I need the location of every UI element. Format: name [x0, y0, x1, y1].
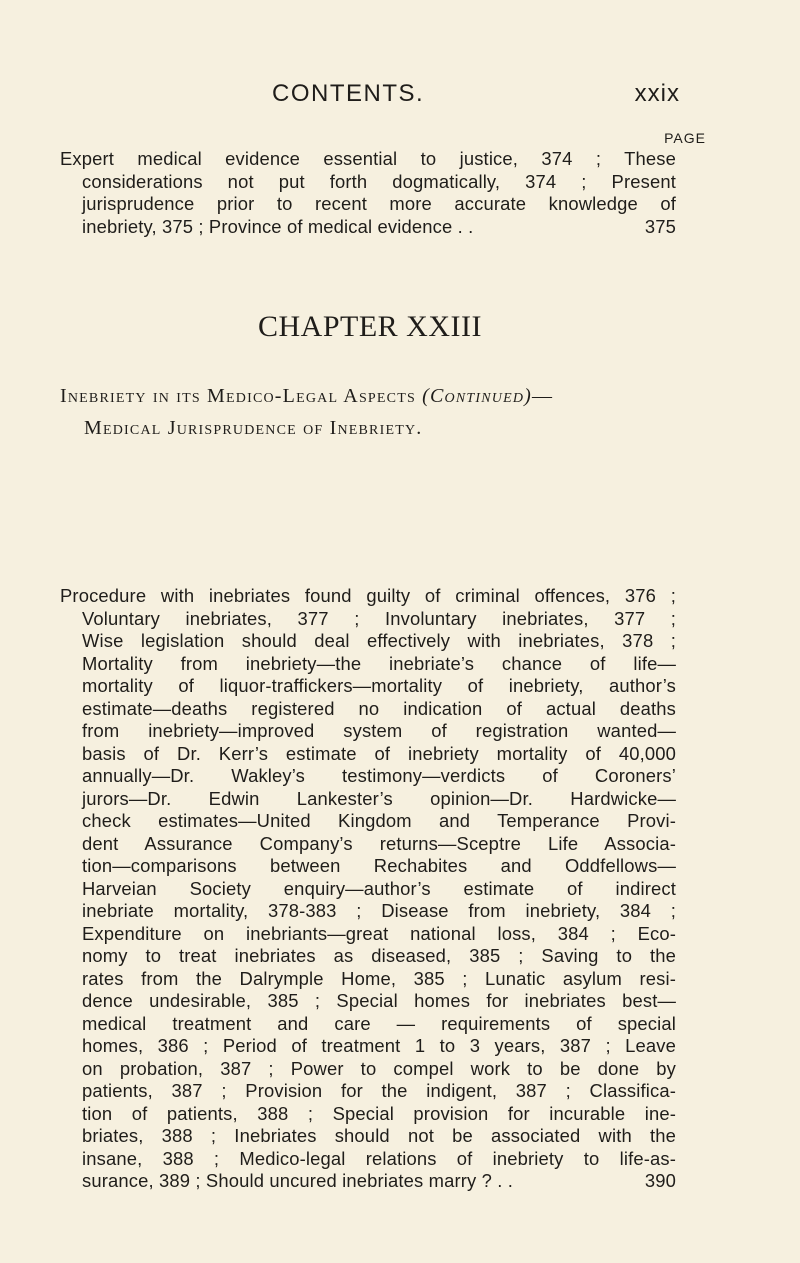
entry-1-line-3: jurisprudence prior to recent more accurate knowledge of: [82, 193, 676, 214]
entry-2-line-22: on probation, 387 ; Power to compel work to be done by: [82, 1057, 676, 1079]
entry-2-line-10: jurors—Dr. Edwin Lankester’s opinion—Dr. Hardwicke—: [82, 787, 676, 809]
entry-2-line-3: Wise legislation should deal effectively with inebriates, 378 ;: [82, 630, 676, 651]
entry-2-line-11: check estimates—United Kingdom and Temperance Provi-: [82, 810, 676, 831]
entry-2-line-13: tion—comparisons between Rechabites and Oddfellows—: [82, 855, 676, 876]
entry-2-line-18: rates from the Dalrymple Home, 385 ; Lunatic asylum resi-: [82, 967, 676, 989]
entry-2-line-1: Procedure with inebriates found guilty of criminal offences, 376 ;: [60, 585, 676, 606]
entry-2-line-9: annually—Dr. Wakley’s testimony—verdicts of Coroners’: [82, 765, 676, 786]
entry-2-last-line: [60, 1170, 676, 1193]
chapter-title-line-1: [60, 380, 700, 412]
running-head: [60, 80, 680, 114]
chapter-title-prefix: Inebriety in its Medico-Legal Aspects: [60, 385, 423, 407]
entry-2-line-7: from inebriety—improved system of registration wanted—: [82, 720, 676, 741]
entry-2-line-6: estimate—deaths registered no indication of actual deaths: [82, 697, 676, 719]
running-page-number: xxix: [634, 80, 680, 107]
entry-2-line-15: inebriate mortality, 378-383 ; Disease from inebriety, 384 ;: [82, 900, 676, 921]
entry-1-line-2: considerations not put forth dogmatically, 374 ; Present: [82, 170, 676, 192]
entry-2-line-16: Expenditure on inebriants—great national loss, 384 ; Eco-: [82, 922, 676, 944]
entry-2-line-25: briates, 388 ; Inebriates should not be associated with the: [82, 1125, 676, 1146]
entry-2-line-24: tion of patients, 388 ; Special provision for incurable ine-: [82, 1102, 676, 1124]
entry-2-line-12: dent Assurance Company’s returns—Sceptre Life Associa-: [82, 832, 676, 854]
book-page: [60, 0, 706, 1263]
entry-2-line-4: Mortality from inebriety—the inebriate’s chance of life—: [82, 652, 676, 674]
entry-2-line-2: Voluntary inebriates, 377 ; Involuntary inebriates, 377 ;: [82, 607, 676, 629]
entry-1-last-line: [60, 216, 676, 239]
running-title: CONTENTS.: [272, 80, 425, 107]
chapter-title: [60, 380, 700, 444]
entry-2-page-number: 390: [644, 1170, 676, 1191]
entry-2-line-14: Harveian Society enquiry—author’s estimate of indirect: [82, 877, 676, 899]
entry-2-line-21: homes, 386 ; Period of treatment 1 to 3 years, 387 ; Leave: [82, 1035, 676, 1056]
chapter-title-line-2: Medical Jurisprudence of Inebriety.: [84, 417, 423, 439]
entry-2-line-8: basis of Dr. Kerr’s estimate of inebriety mortality of 40,000: [82, 742, 676, 764]
entry-2-line-5: mortality of liquor-traffickers—mortality of inebriety, author’s: [82, 675, 676, 696]
entry-2-last-line-text: surance, 389 ; Should uncured inebriates marry ? . .: [82, 1170, 514, 1191]
chapter-heading: CHAPTER XXIII: [258, 310, 482, 343]
contents-entry-2: [60, 585, 676, 1193]
entry-2-line-19: dence undesirable, 385 ; Special homes for inebriates best—: [82, 990, 676, 1011]
entry-2-line-26: insane, 388 ; Medico-legal relations of inebriety to life-as-: [82, 1147, 676, 1169]
entry-2-line-23: patients, 387 ; Provision for the indigent, 387 ; Classifica-: [82, 1080, 676, 1101]
entry-2-line-20: medical treatment and care — requirements of special: [82, 1012, 676, 1034]
chapter-title-dash: —: [532, 385, 554, 407]
entry-1-line-1: Expert medical evidence essential to justice, 374 ; These: [60, 148, 676, 169]
entry-2-line-17: nomy to treat inebriates as diseased, 385 ; Saving to the: [82, 945, 676, 966]
page-column-label: PAGE: [664, 130, 706, 146]
entry-1-last-line-text: inebriety, 375 ; Province of medical evidence . .: [82, 215, 474, 237]
entry-1-page-number: 375: [644, 215, 676, 237]
chapter-title-continued: (Continued): [422, 385, 533, 407]
contents-entry-1: [60, 148, 676, 238]
